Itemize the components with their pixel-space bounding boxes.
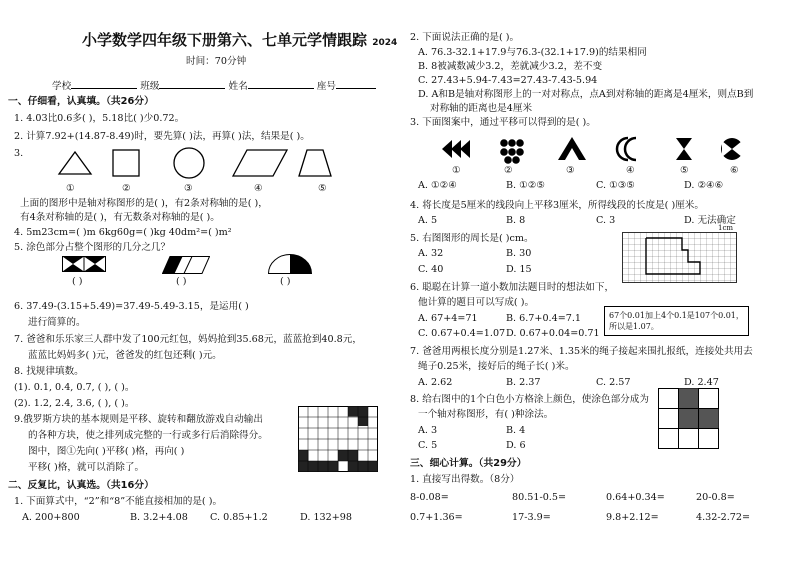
choice-8: 8. 给右图中的1个白色小方格涂上颜色，使涂色部分成为 [410,394,649,405]
thinking-line-2: 所以是1.07。 [609,322,659,331]
choice-5-option-a[interactable]: A. 32 [418,248,444,259]
choice-5-option-c[interactable]: C. 40 [418,264,444,275]
choice-5-option-d[interactable]: D. 15 [506,264,532,275]
choice-2-option-d[interactable]: D. A和B是轴对称图形上的一对对称点，点A到对称轴的距离是4厘米，则点B到 [418,89,754,100]
pattern-label-5: ⑤ [680,165,689,176]
choice-1-option-b[interactable]: B. 3.2+4.08 [130,512,188,523]
choice-1-option-a[interactable]: A. 200+800 [22,512,80,523]
pattern-label-3: ③ [566,165,575,176]
page-title [82,31,398,49]
choice-7: 7. 爸爸用两根长度分别是1.27米、1.35米的绳子接起来围扎报纸，连接处共用去 [410,346,753,357]
choice-3: 3. 下面图案中，通过平移可以得到的是( )。 [410,117,596,128]
choice-5: 5. 右图图形的周长是( )cm。 [410,233,534,244]
question-1-1: 1. 4.03比0.6多( )，5.18比( )少0.72。 [14,113,185,124]
choice-4-option-d[interactable]: D. 无法确定 [684,215,736,226]
title-year: 2024 [372,38,398,48]
question-1-5: 5. 涂色部分占整个图形的几分之几？ [14,242,171,253]
fraction-answer-1[interactable]: ( ) [72,276,83,287]
choice-2-option-d-cont: 对称轴的距离也是4厘米 [430,103,533,114]
choice-6-cont: 他计算的题目可以写成( )。 [418,297,535,308]
translation-patterns-figure [442,135,742,165]
choice-4-option-c[interactable]: C. 3 [596,215,616,226]
question-1-9: 9.俄罗斯方块的基本规则是平移、旋转和翻放游戏自动输出 [14,414,263,425]
pattern-label-4: ④ [626,165,635,176]
school-label: 学校 [52,81,72,92]
calc-item-8[interactable]: 4.32-2.72= [696,512,751,523]
question-1-3-text-a: 上面的图形中是轴对称图形的是( )，有2条对称轴的是( )， [20,198,268,209]
choice-8-option-a[interactable]: A. 3 [418,425,438,436]
seat-label: 座号 [316,81,336,92]
question-1-9-d: 平移( )格，就可以消除了。 [28,462,145,473]
name-label: 姓名 [228,81,248,92]
choice-3-option-a[interactable]: A. ①②④ [418,180,457,191]
fraction-figure-1 [62,256,106,272]
right-column [400,0,794,561]
pattern-label-1: ① [452,165,461,176]
choice-6-option-c[interactable]: C. 0.67+0.4=1.07 [418,328,506,339]
choice-6-option-a[interactable]: A. 67+4=71 [418,313,478,324]
shape-label-1: ① [66,183,75,194]
choice-7-option-d[interactable]: D. 2.47 [684,377,719,388]
calc-item-2[interactable]: 80.51-0.5= [512,492,567,503]
question-1-8-2: (2). 1.2, 2.4, 3.6, ( ), ( )。 [14,398,135,409]
choice-8-option-d[interactable]: D. 6 [506,440,526,451]
title-text: 小学数学四年级下册第六、七单元学情跟踪 [82,31,368,49]
question-1-4: 4. 5m23cm=( )m 6kg60g=( )kg 40dm²=( )m² [14,227,232,238]
choice-6-option-d[interactable]: D. 0.67+0.04=0.71 [506,328,600,339]
fraction-figure-3 [268,254,312,274]
shape-label-2: ② [122,183,131,194]
fraction-answer-2[interactable]: ( ) [176,276,187,287]
calc-item-3[interactable]: 0.64+0.34= [606,492,665,503]
student-info-row [52,79,376,93]
choice-8-option-b[interactable]: B. 4 [506,425,526,436]
name-field[interactable] [248,79,314,89]
tetris-grid-figure [298,406,378,472]
choice-8-cont: 一个轴对称图形，有( )种涂法。 [418,409,554,420]
calc-1-heading: 1. 直接写出得数。（8分） [410,474,520,485]
class-field[interactable] [159,79,225,89]
choice-6-option-b[interactable]: B. 6.7+0.4=7.1 [506,313,581,324]
choice-6: 6. 聪聪在计算一道小数加法题目时的想法如下， [410,282,615,293]
question-1-9-c: 图中，图①先向( )平移( )格，再向( ) [28,446,185,457]
pattern-label-6: ⑥ [730,165,739,176]
question-1-8-1: (1). 0.1, 0.4, 0.7, ( ), ( )。 [14,382,135,393]
class-label: 班级 [140,81,160,92]
symmetry-shapes-figure [55,146,335,192]
choice-1-option-c[interactable]: C. 0.85+1.2 [210,512,268,523]
thinking-box [604,306,749,336]
calc-item-7[interactable]: 9.8+2.12= [606,512,659,523]
choice-3-option-c[interactable]: C. ①③⑤ [596,180,635,191]
exam-time: 时间：70分钟 [186,56,247,67]
question-1-8: 8. 找规律填数。 [14,366,84,377]
shape-label-3: ③ [184,183,193,194]
choice-5-option-b[interactable]: B. 30 [506,248,532,259]
choice-7-option-a[interactable]: A. 2.62 [418,377,453,388]
choice-8-option-c[interactable]: C. 5 [418,440,438,451]
calc-item-6[interactable]: 17-3.9= [512,512,551,523]
question-1-6-cont: 进行简算的。 [28,317,86,328]
thinking-line-1: 67个0.01加上4个0.1是107个0.01， [609,311,744,320]
choice-7-option-b[interactable]: B. 2.37 [506,377,541,388]
choice-2-option-a[interactable]: A. 76.3-32.1+17.9与76.3-(32.1+17.9)的结果相同 [418,47,647,58]
choice-7-cont: 绳子0.25米，接好后的绳子长( )米。 [418,361,575,372]
fraction-answer-3[interactable]: ( ) [280,276,291,287]
shape-label-5: ⑤ [318,183,327,194]
calc-item-4[interactable]: 20-0.8= [696,492,735,503]
shape-label-4: ④ [254,183,263,194]
school-field[interactable] [71,79,137,89]
question-1-6: 6. 37.49-(3.15+5.49)=37.49-5.49-3.15，是运用( ) [14,301,249,312]
choice-1-option-d[interactable]: D. 132+98 [300,512,353,523]
grid-scale-label: 1cm [718,224,734,232]
calc-item-5[interactable]: 0.7+1.36= [410,512,463,523]
perimeter-grid-figure [622,232,740,284]
calc-item-1[interactable]: 8-0.08= [410,492,449,503]
choice-4: 4. 将长度是5厘米的线段向上平移3厘米，所得线段的长度是( )厘米。 [410,200,704,211]
choice-3-option-b[interactable]: B. ①②⑤ [506,180,545,191]
coloring-grid-figure [658,388,720,450]
question-1-9-b: 的各种方块，使之排列成完整的一行或多行后消除得分。 [28,430,268,441]
choice-7-option-c[interactable]: C. 2.57 [596,377,631,388]
pattern-label-2: ② [504,165,513,176]
choice-4-option-a[interactable]: A. 5 [418,215,438,226]
question-1-7: 7. 爸爸和乐乐家三人群中发了100元红包，妈妈抢到35.68元，蓝蓝抢到40.8元， [14,334,362,345]
choice-3-option-d[interactable]: D. ②④⑥ [684,180,724,191]
choice-4-option-b[interactable]: B. 8 [506,215,526,226]
choice-1: 1. 下面算式中，“2”和“8”不能直接相加的是( )。 [14,496,223,507]
seat-field[interactable] [336,79,376,89]
choice-2-option-c[interactable]: C. 27.43+5.94-7.43=27.43-7.43-5.94 [418,75,598,86]
choice-2: 2. 下面说法正确的是( )。 [410,32,520,43]
choice-2-option-b[interactable]: B. 8被减数减少3.2，差就减少3.2，差不变 [418,61,603,72]
section-2-heading: 二、反复比，认真选。（共16分） [8,480,154,491]
question-1-3-text-b: 有4条对称轴的是( )，有无数条对称轴的是( )。 [20,212,220,223]
question-1-7-cont: 蓝蓝比妈妈多( )元，爸爸发的红包还剩( )元。 [28,350,222,361]
question-1-2: 2. 计算7.92+(14.87-8.49)时，要先算( )法，再算( )法，结果是( )。 [14,131,310,142]
fraction-figure-2 [162,256,210,274]
question-1-3: 3. [14,148,24,159]
section-1-heading: 一、仔细看，认真填。（共26分） [8,96,154,107]
section-3-heading: 三、细心计算。（共29分） [410,458,527,469]
